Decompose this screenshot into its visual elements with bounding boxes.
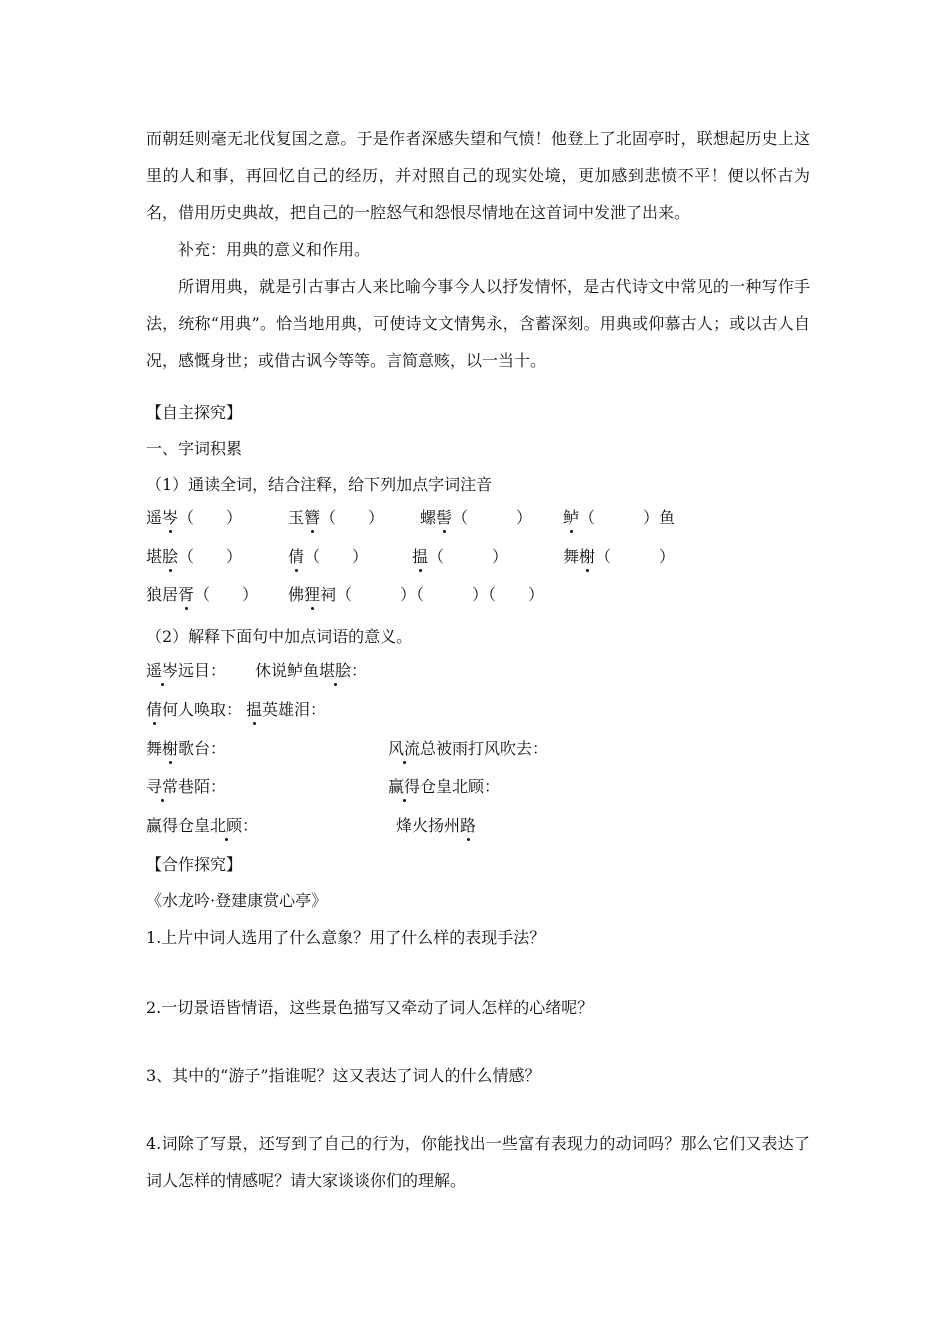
pinyin-item: 佛狸祠（ ）（ ）（ ） <box>288 585 545 604</box>
dotted-word: 揾 <box>246 700 263 719</box>
dotted-word: 北顾 <box>210 816 243 835</box>
pinyin-item: 舞榭（ ） <box>563 547 676 566</box>
dotted-word: 倩 <box>146 700 163 719</box>
allusion-explanation: 所谓用典，就是引古事古人来比喻今事今人以抒发情怀，是古代诗文中常见的一种写作手法，统称“用典”。恰当地用典，可使诗文文情隽永，含蓄深刻。用典或仰慕古人；或以古人自况，感慨身世；或借古讽今等等。言简意赅，以一当十。 <box>146 277 810 370</box>
question-4 <box>146 1125 810 1199</box>
dotted-word: 赢得 <box>388 777 421 796</box>
intro-paragraph-2 <box>146 231 810 268</box>
pinyin-item: 螺髻（ ） <box>420 508 533 527</box>
question-3: 3、其中的“游子”指谁呢？这又表达了词人的什么情感？ <box>146 1066 541 1085</box>
q2-prompt: （2）解释下面句中加点词语的意义。 <box>146 627 413 646</box>
intro-paragraph-3 <box>146 268 810 379</box>
pinyin-item: 倩（ ） <box>288 547 369 566</box>
dotted-char: 揾 <box>412 547 429 566</box>
dotted-char: 岑 <box>162 508 179 527</box>
meaning-item: 烽火扬州路 <box>396 816 477 835</box>
pinyin-item: 堪脍（ ） <box>146 547 243 566</box>
section-self-study-heading: 【自主探究】 <box>146 403 243 422</box>
dotted-word: 路 <box>460 816 477 835</box>
dotted-char: 倩 <box>288 547 305 566</box>
meaning-item: 遥岑远目： <box>146 661 227 680</box>
dotted-char: 胥 <box>178 585 195 604</box>
dotted-char: 髻 <box>436 508 453 527</box>
dotted-word: 寻常 <box>146 777 179 796</box>
dotted-char: 榭 <box>579 547 596 566</box>
pinyin-item: 揾（ ） <box>412 547 509 566</box>
section-cooperative-heading: 【合作探究】 <box>146 855 243 874</box>
pinyin-item: 玉簪（ ） <box>288 508 385 527</box>
dotted-char: 脍 <box>162 547 179 566</box>
meaning-item: 赢得仓皇北顾： <box>388 777 501 796</box>
meaning-item: 风流总被雨打风吹去： <box>388 739 549 758</box>
meaning-item: 寻常巷陌： <box>146 777 227 796</box>
meaning-item: 揾英雄泪： <box>246 700 327 719</box>
dotted-word: 堪脍 <box>319 661 352 680</box>
meaning-item: 舞榭歌台： <box>146 739 227 758</box>
poem-title: 《水龙吟·登建康赏心亭》 <box>146 891 328 910</box>
intro-paragraph-1 <box>146 120 810 231</box>
pinyin-item: 鲈（ ）鱼 <box>563 508 676 527</box>
dotted-word: 风流 <box>388 739 421 758</box>
dotted-char: 鲈 <box>563 508 580 527</box>
meaning-item: 赢得仓皇北顾： <box>146 816 259 835</box>
meaning-item: 倩何人唤取： <box>146 700 243 719</box>
q1-prompt: （1）通读全词，结合注释，给下列加点字词注音 <box>146 475 493 494</box>
pinyin-item: 狼居胥（ ） <box>146 585 259 604</box>
pinyin-item: 遥岑（ ） <box>146 508 243 527</box>
question-2: 2.一切景语皆情语，这些景色描写又牵动了词人怎样的心绪呢？ <box>146 998 594 1017</box>
dotted-word: 榭 <box>162 739 179 758</box>
intro-text-1: 而朝廷则毫无北伐复国之意。于是作者深感失望和气愤！他登上了北固亭时，联想起历史上这里的人和事，再回忆自己的经历，并对照自己的现实处境，更加感到悲愤不平！便以怀古为名，借用历史典故，把自己的一腔怒气和怨恨尽情地在这首词中发泄了出来。 <box>146 129 810 222</box>
dotted-word: 遥岑 <box>146 661 179 680</box>
dotted-char: 簪 <box>304 508 321 527</box>
vocab-heading: 一、字词积累 <box>146 439 243 458</box>
question-1: 1.上片中词人选用了什么意象？用了什么样的表现手法？ <box>146 928 546 947</box>
dotted-char: 佛狸祠 <box>288 585 337 604</box>
supplement-title: 补充：用典的意义和作用。 <box>178 240 371 259</box>
meaning-item: 休说鲈鱼堪脍： <box>255 661 368 680</box>
question-4-text: 4.词除了写景，还写到了自己的行为，你能找出一些富有表现力的动词吗？那么它们又表达了词人怎样的情感呢？请大家谈谈你们的理解。 <box>146 1134 810 1190</box>
